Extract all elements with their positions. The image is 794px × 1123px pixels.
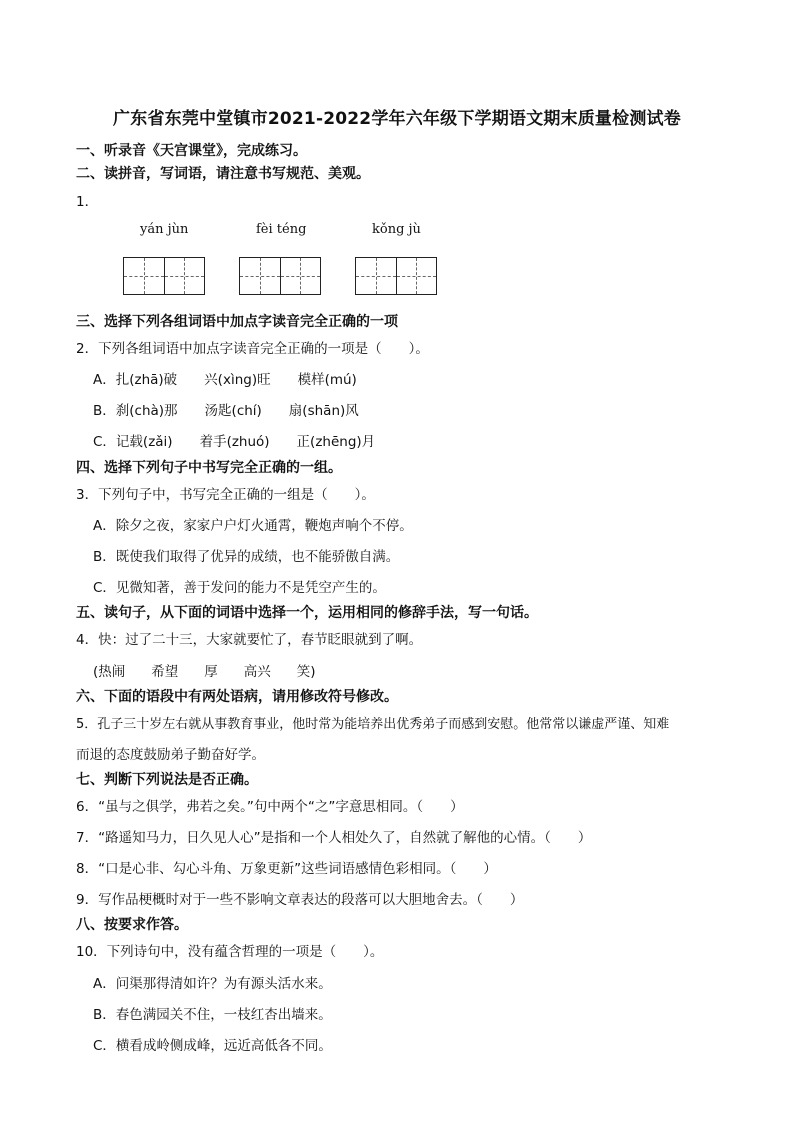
section-8-heading: 八、按要求作答。 xyxy=(76,917,188,933)
section-6-heading: 六、下面的语段中有两处语病，请用修改符号修改。 xyxy=(76,689,398,705)
writing-cell[interactable] xyxy=(356,258,396,294)
section-3-heading: 三、选择下列各组词语中加点字读音完全正确的一项 xyxy=(76,314,398,330)
question-4-word-list xyxy=(93,660,342,680)
question-10-option-a[interactable]: A．问渠那得清如许？为有源头活水来。 xyxy=(93,976,332,992)
word-choice: 希望 xyxy=(151,664,179,680)
pinyin-2: fèi téng xyxy=(256,222,307,237)
question-2-option-a[interactable]: A．扎(zhā)破 兴(xìng)旺 模样(mú) xyxy=(93,372,357,388)
question-2-option-b[interactable]: B．刹(chà)那 汤匙(chí) 扇(shān)风 xyxy=(93,403,359,419)
writing-cell[interactable] xyxy=(124,258,164,294)
writing-cell[interactable] xyxy=(280,258,321,294)
writing-cell[interactable] xyxy=(164,258,205,294)
writing-grid-2[interactable] xyxy=(239,257,321,295)
writing-cell[interactable] xyxy=(396,258,437,294)
pinyin-1: yán jùn xyxy=(140,222,189,237)
word-choice: (热闹 xyxy=(93,664,126,680)
word-choice: 高兴 xyxy=(243,664,271,680)
question-4-stem: 4．快：过了二十三，大家就要忙了，春节眨眼就到了啊。 xyxy=(76,632,423,648)
question-7: 7．“路遥知马力，日久见人心”是指和一个人相处久了，自然就了解他的心情。（ ） xyxy=(76,830,592,846)
question-9: 9．写作品梗概时对于一些不影响文章表达的段落可以大胆地舍去。（ ） xyxy=(76,892,524,908)
question-6: 6．“虽与之俱学，弗若之矣。”句中两个“之”字意思相同。（ ） xyxy=(76,799,464,815)
question-10-option-b[interactable]: B．春色满园关不住，一枝红杏出墙来。 xyxy=(93,1007,332,1023)
question-3-option-b[interactable]: B．既使我们取得了优异的成绩，也不能骄傲自满。 xyxy=(93,549,400,565)
writing-cell[interactable] xyxy=(240,258,280,294)
writing-grid-1[interactable] xyxy=(123,257,205,295)
question-5-line-1: 5．孔子三十岁左右就从事教育事业，他时常为能培养出优秀弟子而感到安慰。他常常以谦虚严谨、知难 xyxy=(76,717,670,732)
section-2-heading: 二、读拼音，写词语，请注意书写规范、美观。 xyxy=(76,166,370,182)
question-2-stem: 2．下列各组词语中加点字读音完全正确的一项是（ ）。 xyxy=(76,341,429,357)
section-7-heading: 七、判断下列说法是否正确。 xyxy=(76,772,258,788)
question-3-option-c[interactable]: C．见微知著，善于发问的能力不是凭空产生的。 xyxy=(93,580,386,596)
question-1-number: 1． xyxy=(76,194,99,210)
question-3-option-a[interactable]: A．除夕之夜，家家户户灯火通霄，鞭炮声响个不停。 xyxy=(93,518,413,534)
question-3-stem: 3．下列句子中，书写完全正确的一组是（ ）。 xyxy=(76,487,375,503)
section-1-heading: 一、听录音《天宫课堂》，完成练习。 xyxy=(76,143,307,159)
page-title: 广东省东莞中堂镇市2021-2022学年六年级下学期语文期末质量检测试卷 xyxy=(113,109,681,129)
writing-grid-3[interactable] xyxy=(355,257,437,295)
question-2-option-c[interactable]: C．记载(zǎi) 着手(zhuó) 正(zhēng)月 xyxy=(93,434,376,450)
question-5-line-2: 而退的态度鼓励弟子勤奋好学。 xyxy=(76,747,265,763)
question-10-stem: 10．下列诗句中，没有蕴含哲理的一项是（ ）。 xyxy=(76,944,384,960)
question-10-option-c[interactable]: C．横看成岭侧成峰，远近高低各不同。 xyxy=(93,1038,332,1054)
pinyin-3: kǒng jù xyxy=(372,222,421,237)
question-8: 8．“口是心非、勾心斗角、万象更新”这些词语感情色彩相同。（ ） xyxy=(76,861,497,877)
word-choice: 厚 xyxy=(204,664,218,680)
section-4-heading: 四、选择下列句子中书写完全正确的一组。 xyxy=(76,460,342,476)
section-5-heading: 五、读句子，从下面的词语中选择一个，运用相同的修辞手法，写一句话。 xyxy=(76,605,538,621)
word-choice: 笑) xyxy=(296,664,316,680)
